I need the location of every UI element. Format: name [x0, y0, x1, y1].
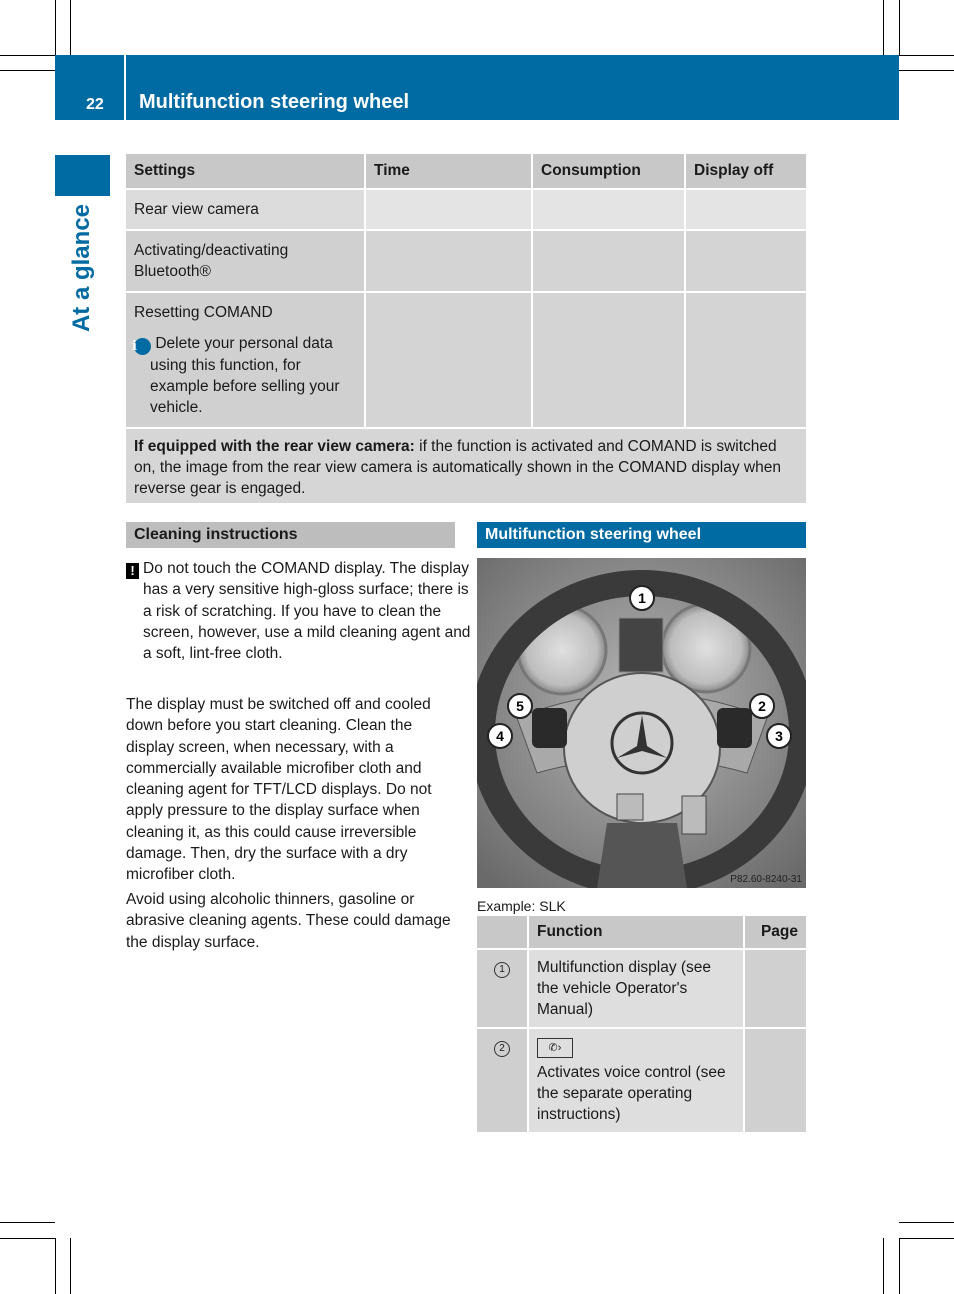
crop-mark: [899, 70, 954, 71]
crop-mark: [883, 1238, 884, 1294]
setting-cell: [126, 292, 365, 428]
callout-1: [630, 586, 654, 610]
function-cell: [528, 1028, 744, 1132]
warning-note: [126, 558, 473, 664]
paragraph: Avoid using alcoholic thinners, gasoline or abrasive cleaning agents. These could damage the display surface.: [126, 891, 451, 951]
svg-text:1: 1: [638, 590, 646, 606]
column-header: Display off: [685, 154, 806, 189]
warning-icon: !: [126, 563, 139, 579]
info-note: [134, 333, 356, 418]
column-header: Time: [365, 154, 532, 189]
column-header: Page: [744, 916, 806, 949]
function-cell: Multifunction display (see the vehicle Operator's Manual): [528, 949, 744, 1028]
setting-cell: Rear view camera: [126, 189, 365, 230]
settings-table: [126, 154, 806, 503]
info-icon: i: [134, 338, 151, 355]
crop-mark: [55, 0, 56, 55]
voice-control-icon: ✆›: [537, 1038, 573, 1058]
note-bold: If equipped with the rear view camera:: [134, 438, 415, 455]
info-text: Delete your personal data using this function, for example before selling your vehicle.: [150, 335, 340, 416]
column-header: Settings: [126, 154, 365, 189]
crop-mark: [55, 1238, 56, 1294]
crop-mark: [0, 55, 55, 56]
warning-text: Do not touch the COMAND display. The display has a very sensitive high-gloss surface; there is a risk of scratching. If you have to clean the screen, however, use a mild cleaning agent and a soft, lint-free cloth.: [143, 560, 471, 663]
column-header: Consumption: [532, 154, 685, 189]
crop-mark: [899, 0, 900, 55]
crop-mark: [899, 1238, 900, 1294]
item-number: 2: [494, 1041, 510, 1057]
crop-mark: [0, 1222, 55, 1223]
paragraph: The display must be switched off and cooled down before you start cleaning. Clean the display screen, when necessary, with a commercially available microfiber cloth and cleaning agent for TFT/LCD displays. Do not apply pressure to the display surface when cleaning it, as this could cause irreversible damage. Then, dry the surface with a dry microfiber cloth.: [126, 696, 432, 884]
section-heading-msw: Multifunction steering wheel: [477, 522, 806, 548]
table-row: [126, 292, 806, 428]
svg-text:5: 5: [516, 698, 524, 714]
table-row: [126, 230, 806, 292]
svg-text:2: 2: [758, 698, 766, 714]
table-note-row: [126, 428, 806, 503]
table-note: [126, 428, 806, 503]
callout-2: [750, 694, 774, 718]
crop-mark: [883, 0, 884, 55]
page-title: Multifunction steering wheel: [139, 91, 410, 113]
steering-wheel-photo: [477, 558, 806, 888]
crop-mark: [70, 0, 71, 55]
side-tab-label: At a glance: [68, 203, 95, 333]
svg-text:4: 4: [496, 728, 504, 744]
table-row: [477, 949, 806, 1028]
crop-mark: [899, 55, 954, 56]
header-divider: [124, 55, 126, 120]
table-row: [126, 189, 806, 230]
callout-4: [488, 724, 512, 748]
callout-5: [508, 694, 532, 718]
table-row: [477, 1028, 806, 1132]
note-text: if the function is activated and COMAND is switched on, the image from the rear view camera is automatically shown in the COMAND display when reverse gear is engaged.: [134, 438, 781, 497]
crop-mark: [899, 1222, 954, 1223]
setting-cell: Activating/deactivating Bluetooth®: [126, 230, 365, 292]
page-number: 22: [86, 96, 104, 113]
photo-caption: Example: SLK: [477, 898, 566, 914]
table-header-row: [126, 154, 806, 189]
side-tab-marker: [55, 155, 110, 196]
crop-mark: [0, 70, 55, 71]
column-header: [477, 916, 528, 949]
item-number: 1: [494, 962, 510, 978]
setting-label: Resetting COMAND: [134, 304, 273, 321]
crop-mark: [899, 1238, 954, 1239]
crop-mark: [70, 1238, 71, 1294]
photo-code: P82.60-8240-31: [730, 874, 802, 885]
section-heading-cleaning: Cleaning instructions: [126, 522, 455, 548]
function-text: Activates voice control (see the separate operating instructions): [537, 1064, 726, 1123]
function-table: [477, 916, 806, 1132]
svg-text:3: 3: [775, 728, 783, 744]
crop-mark: [0, 1238, 55, 1239]
table-header-row: [477, 916, 806, 949]
callout-3: [767, 724, 791, 748]
column-header: Function: [528, 916, 744, 949]
